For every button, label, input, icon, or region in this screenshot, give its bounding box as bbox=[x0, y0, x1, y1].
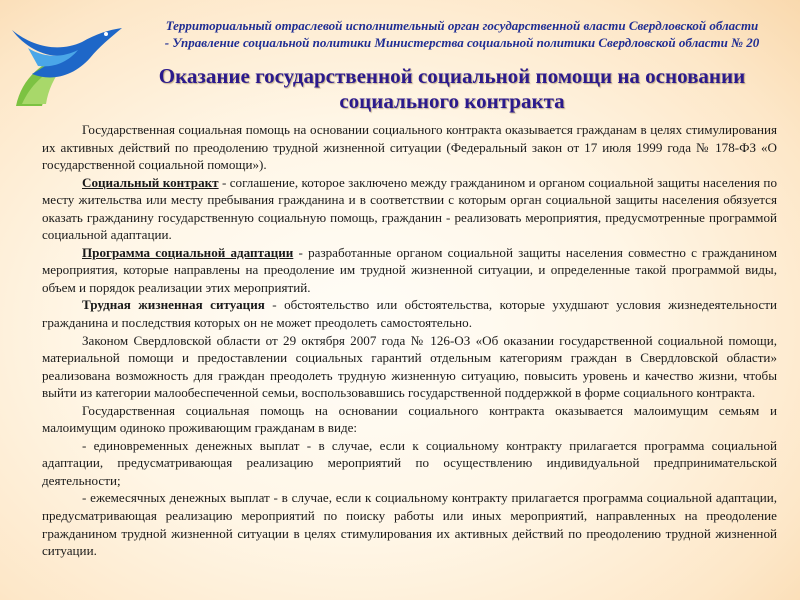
logo-bird-eye bbox=[104, 32, 108, 36]
organization-header bbox=[132, 17, 792, 51]
dove-bird-logo-icon bbox=[8, 8, 126, 110]
page-title: Оказание государственной социальной помощи на основании социального контракта bbox=[158, 64, 746, 113]
paragraph-social-contract bbox=[42, 174, 777, 244]
paragraph-monthly: - ежемесячных денежных выплат - в случае, если к социальному контракту прилагается программа социальной адаптации, предусматривающая реализацию мероприятий по поиску работы или иных мероприятий, направленных на преодоление гражданином трудной жизненной ситуации в целях стимулирования их активных действий по преодолению трудной жизненной ситуации. bbox=[42, 490, 777, 559]
paragraph-lump-sum: - единовременных денежных выплат - в случае, если к социальному контракту прилагается программа социальной адаптации, предусматривающая реализацию мероприятий по осуществлению индивидуальной предпринимательской деятельности; bbox=[42, 437, 777, 488]
paragraph-difficult-situation bbox=[42, 296, 777, 331]
paragraph-regional-law: Законом Свердловской области от 29 октября 2007 года № 126-ОЗ «Об оказании государственной социальной помощи, материальной помощи и предоставлении социальных гарантий отдельным категориям граждан в Свердловской области» реализована возможность для граждан преодолеть трудную жизненную ситуацию, повысить уровень и качество жизни, чтобы выйти из категории малообеспеченной семьи, воспользовавшись государственной поддержкой в форме социального контракта. bbox=[42, 332, 777, 401]
definition-social-contract: - соглашение, которое заключено между гражданином и органом социальной защиты населения по месту жительства или месту пребывания гражданина и в соответствии с которым орган социальной защиты населения обязуется оказать гражданину государственную социальную помощь, гражданин - реализовать мероприятия, предусмотренные программой социальной адаптации. bbox=[42, 174, 777, 243]
paragraph-adaptation-program bbox=[42, 244, 777, 297]
term-social-contract: Социальный контракт bbox=[82, 174, 219, 190]
org-line-1: Территориальный отраслевой исполнительный орган государственной власти Свердловской области bbox=[165, 18, 759, 33]
definition-difficult-situation: - обстоятельство или обстоятельства, которые ухудшают условия жизнедеятельности гражданина и последствия которых он не может преодолеть самостоятельно. bbox=[42, 297, 777, 331]
paragraph-intro: Государственная социальная помощь на основании социального контракта оказывается гражданам в целях стимулирования их активных действий по преодолению трудной жизненной ситуации (Федеральный закон от 17 июля 1999 года № 178-ФЗ «О государственной социальной помощи»). bbox=[42, 122, 777, 173]
term-difficult-situation: Трудная жизненная ситуация bbox=[82, 297, 265, 313]
term-adaptation-program: Программа социальной адаптации bbox=[82, 244, 294, 260]
definition-adaptation-program: - разработанные органом социальной защиты населения совместно с гражданином мероприятия, которые направлены на преодоление им трудной жизненной ситуации, и определенные такой программой виды, объем и порядок реализации этих мероприятий. bbox=[42, 244, 777, 295]
org-line-2: - Управление социальной политики Министерства социальной политики Свердловской области № 20 bbox=[164, 35, 760, 50]
paragraph-recipients: Государственная социальная помощь на основании социального контракта оказывается малоимущим семьям и малоимущим одиноко проживающим гражданам в виде: bbox=[42, 402, 777, 436]
document-body bbox=[42, 121, 777, 560]
